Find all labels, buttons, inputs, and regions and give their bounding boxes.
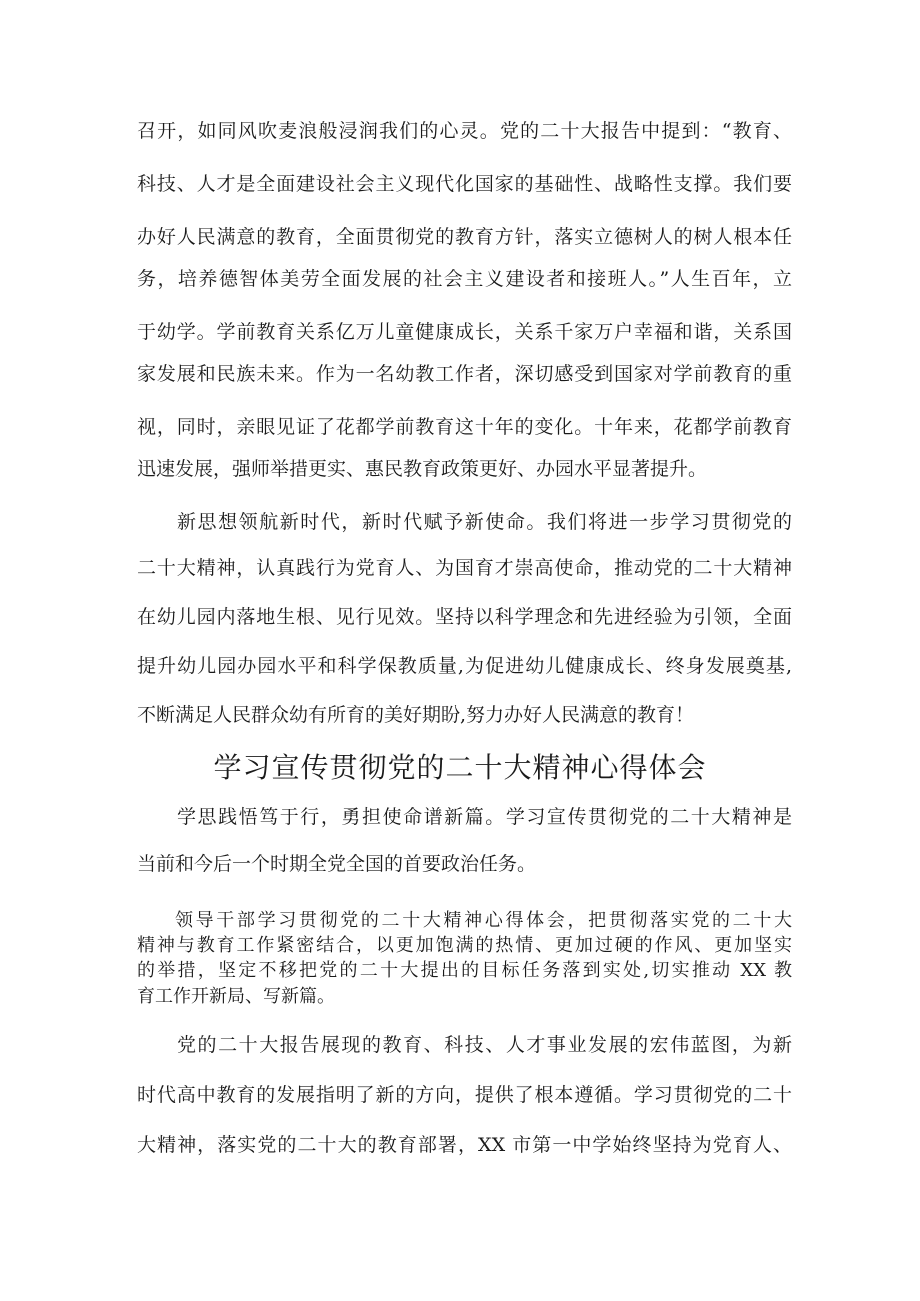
text-line: 当前和今后一个时期全党全国的首要政治任务。	[137, 853, 537, 875]
text-line: 大精神，落实党的二十大的教育部署，XX 市第一中学始终坚持为党育人、	[137, 1134, 792, 1156]
text-line: 迅速发展，强师举措更实、惠民教育政策更好、办园水平显著提升。	[137, 458, 708, 480]
text-line: 召开，如同风吹麦浪般浸润我们的心灵。党的二十大报告中提到：“教育、	[137, 120, 792, 142]
text-line: 时代高中教育的发展指明了新的方向，提供了根本遵循。学习贯彻党的二十	[137, 1084, 792, 1106]
text-line: 不断满足人民群众幼有所育的美好期盼,努力办好人民满意的教育！	[137, 704, 695, 726]
text-line: 党的二十大报告展现的教育、科技、人才事业发展的宏伟蓝图，为新	[177, 1034, 792, 1056]
text-line: 于幼学。学前教育关系亿万儿童健康成长，关系千家万户幸福和谐，关系国	[137, 321, 792, 343]
text-line: 视，同时，亲眼见证了花都学前教育这十年的变化。十年来，花都学前教育	[137, 416, 792, 438]
text-line: 的举措，坚定不移把党的二十大提出的目标任务落到实处,切实推动 XX 教	[137, 960, 792, 981]
text-line: 办好人民满意的教育，全面贯彻党的教育方针，落实立德树人的树人根本任	[137, 226, 792, 248]
text-line: 家发展和民族未来。作为一名幼教工作者，深切感受到国家对学前教育的重	[137, 363, 792, 385]
text-line: 务，培养德智体美劳全面发展的社会主义建设者和接班人。”人生百年，立	[137, 268, 792, 290]
text-line: 提升幼儿园办园水平和科学保教质量,为促进幼儿健康成长、终身发展奠基,	[137, 655, 792, 677]
text-line: 领导干部学习贯彻党的二十大精神心得体会，把贯彻落实党的二十大	[175, 910, 792, 931]
text-line: 育工作开新局、写新篇。	[137, 986, 335, 1007]
text-line: 在幼儿园内落地生根、见行见效。坚持以科学理念和先进经验为引领，全面	[137, 606, 792, 628]
text-line: 学思践悟笃于行，勇担使命谱新篇。学习宣传贯彻党的二十大精神是	[177, 806, 792, 828]
text-line: 二十大精神，认真践行为党育人、为国育才崇高使命，推动党的二十大精神	[137, 557, 792, 579]
section-title: 学习宣传贯彻党的二十大精神心得体会	[213, 751, 707, 784]
text-line: 科技、人才是全面建设社会主义现代化国家的基础性、战略性支撑。我们要	[137, 173, 792, 195]
text-line: 新思想领航新时代，新时代赋予新使命。我们将进一步学习贯彻党的	[177, 511, 792, 533]
text-line: 精神与教育工作紧密结合，以更加饱满的热情、更加过硬的作风、更加坚实	[137, 935, 792, 956]
